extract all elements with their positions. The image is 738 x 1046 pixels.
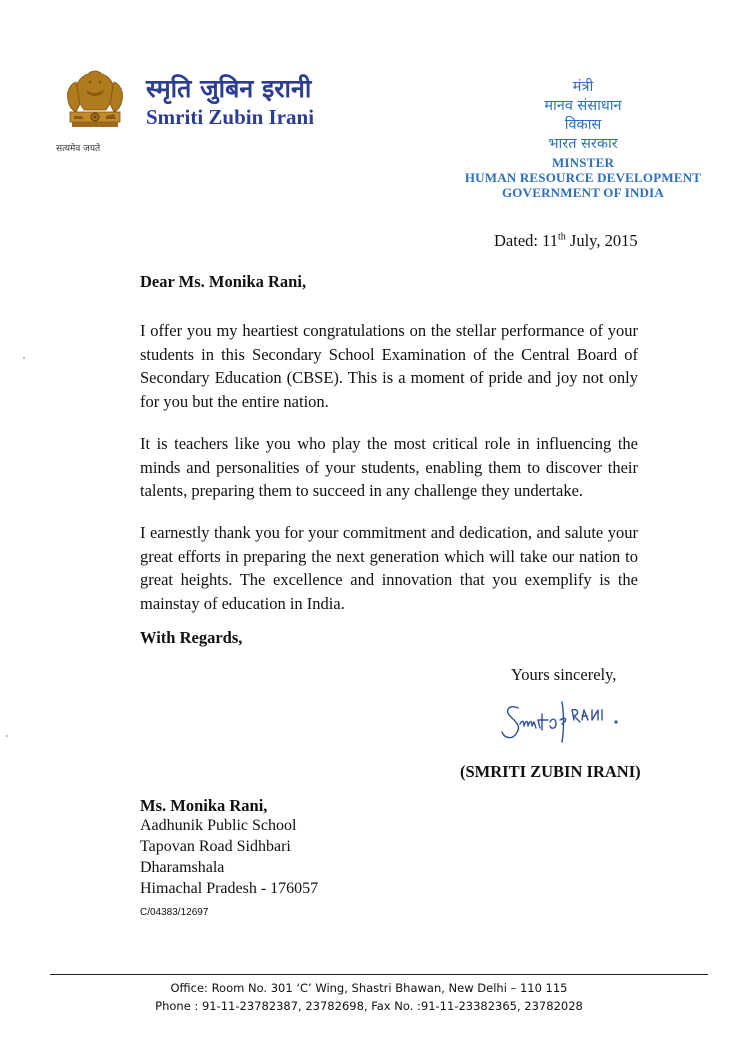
- body-paragraph: I offer you my heartiest congratulations on the stellar performance of your students in this Secondary School Examination of the Central Board of Secondary Education (CBSE). This is a moment of pride and joy not only for you but the entire nation.: [140, 321, 638, 411]
- designation-hindi-line: मंत्री: [572, 79, 594, 95]
- designation-hindi-line: विकास: [564, 117, 602, 133]
- date-day: Dated: 11: [494, 231, 558, 250]
- designation-english-line: HUMAN RESOURCE DEVELOPMENT: [464, 170, 702, 185]
- letterhead-name-english: Smriti Zubin Irani: [146, 105, 315, 129]
- date-ordinal: th: [558, 231, 566, 243]
- designation-english-line: MINSTER: [551, 155, 615, 170]
- reference-number: C/04383/12697: [140, 907, 209, 918]
- salutation: Dear Ms. Monika Rani,: [140, 272, 307, 291]
- date-month-year: July, 2015: [565, 231, 638, 250]
- emblem-motto: सत्यमेव जयते: [56, 144, 101, 154]
- recipient-address-line: Dharamshala: [140, 859, 225, 876]
- recipient-address-line: Himachal Pradesh - 176057: [140, 880, 319, 897]
- footer-phone-fax: Phone : 91-11-23782387, 23782698, Fax No. :91-11-23382365, 23782028: [155, 999, 583, 1013]
- recipient-address-line: Aadhunik Public School: [140, 817, 297, 834]
- letter-date: [494, 231, 638, 251]
- letterhead-name-hindi: स्मृति जुबिन इरानी: [146, 74, 312, 103]
- designation-hindi-line: भारत सरकार: [548, 136, 618, 152]
- footer-divider: [50, 974, 708, 975]
- scan-speck: [23, 357, 25, 359]
- body-paragraph: It is teachers like you who play the most critical role in influencing the minds and personalities of your students, enabling them to discover their talents, preparing them to succeed in any challenge they undertake.: [140, 434, 638, 500]
- closing-line: Yours sincerely,: [511, 665, 617, 684]
- designation-hindi-line: मानव संसाधान: [544, 98, 622, 114]
- scan-speck: [6, 735, 8, 737]
- handwritten-signature: [496, 690, 646, 750]
- body-paragraph: I earnestly thank you for your commitment and dedication, and salute your great efforts in preparing the next generation which will take our nation to great heights. The excellence and innovation that you exemplify is the mainstay of education in India.: [140, 523, 638, 613]
- recipient-name: Ms. Monika Rani,: [140, 796, 268, 815]
- footer-office-address: Office: Room No. 301 ‘C’ Wing, Shastri Bhawan, New Delhi – 110 115: [170, 981, 568, 995]
- designation-english-line: GOVERNMENT OF INDIA: [502, 185, 664, 200]
- recipient-address-line: Tapovan Road Sidhbari: [140, 838, 291, 855]
- signer-name: (SMRITI ZUBIN IRANI): [460, 762, 641, 781]
- regards-line: With Regards,: [140, 628, 243, 647]
